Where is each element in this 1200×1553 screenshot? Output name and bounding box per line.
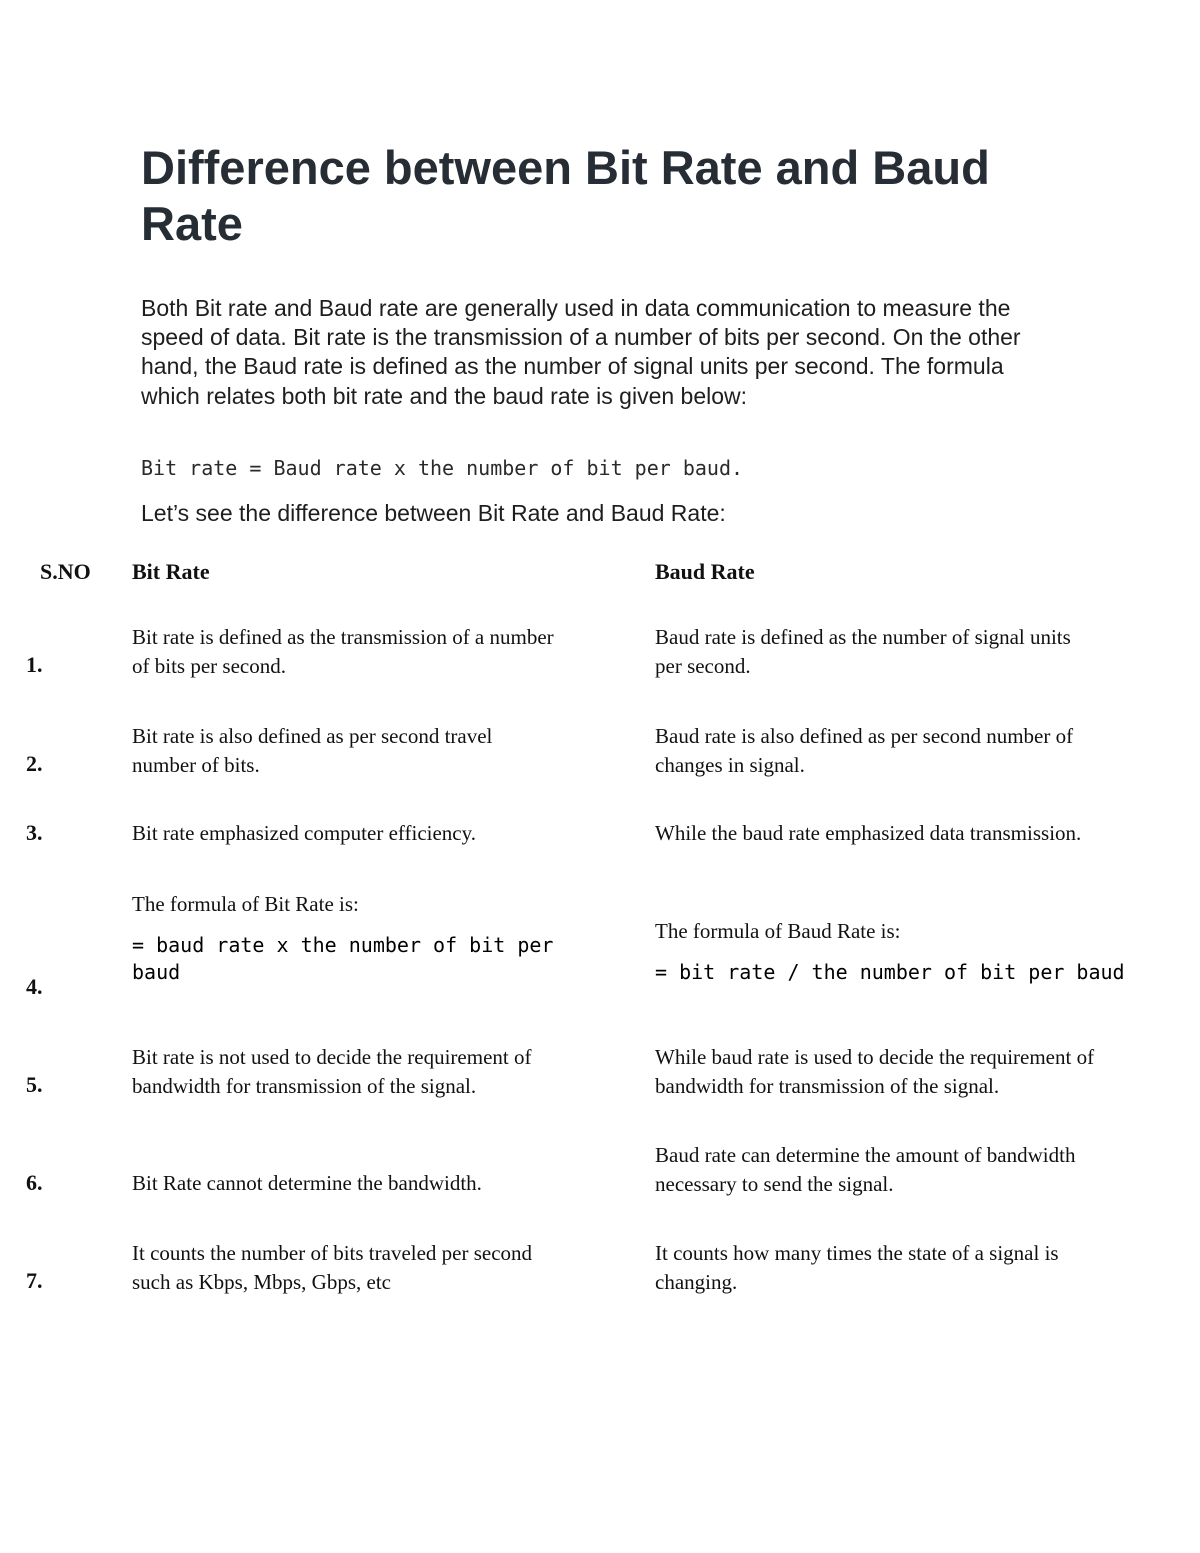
row-2-baud-line-2: changes in signal. [655,752,805,777]
row-6-baud-line-2: necessary to send the signal. [655,1171,894,1196]
row-6-bit-line-1: Bit Rate cannot determine the bandwidth. [132,1171,482,1195]
row-7-baud-line-2: changing. [655,1269,738,1294]
header-baud-rate: Baud Rate [655,559,755,584]
row-6-bit-rate [132,1169,482,1198]
formula-line: Bit rate = Baud rate x the number of bit per baud. [141,456,744,480]
row-1-baud-rate [655,623,1071,680]
row-7-bit-line-1: It counts the number of bits traveled per second [132,1241,533,1265]
row-1-bit-rate [132,623,554,680]
header-sno: S.NO [40,559,91,584]
row-5-bit-rate [132,1043,531,1100]
row-6-baud-line-1: Baud rate can determine the amount of bandwidth [655,1143,1076,1167]
row-4-baud-formula-label: The formula of Baud Rate is: [655,919,901,943]
row-6-sno: 6. [26,1170,43,1195]
row-4-sno: 4. [26,974,43,999]
row-4-bit-formula [132,932,553,986]
row-5-sno: 5. [26,1072,43,1097]
intro-paragraph: Both Bit rate and Baud rate are generally used in data communication to measure the speed of data. Bit rate is the transmission of a number of bits per second. On the other hand, the Baud rate is defined as the number of signal units per second. The formula which relates both bit rate and the baud rate is given below: [141,295,1021,409]
row-5-bit-line-2: bandwidth for transmission of the signal. [132,1073,477,1098]
row-6-baud-rate [655,1141,1075,1198]
row-4-bit-formula-line-2: baud [132,960,181,984]
row-4-bit-formula-line-1: = baud rate x the number of bit per [132,933,554,957]
row-1-baud-line-1: Baud rate is defined as the number of signal units [655,625,1071,649]
row-3-sno: 3. [26,820,43,845]
row-2-bit-line-1: Bit rate is also defined as per second travel [132,724,493,748]
row-2-baud-rate [655,722,1073,779]
header-bit-rate: Bit Rate [132,559,210,584]
row-4-baud-formula: = bit rate / the number of bit per baud [655,960,1125,984]
row-5-baud-line-2: bandwidth for transmission of the signal. [655,1073,1000,1098]
row-2-bit-rate [132,722,492,779]
row-1-baud-line-2: per second. [655,653,751,678]
row-5-baud-rate [655,1043,1094,1100]
row-1-sno: 1. [26,652,43,677]
lead-sentence: Let’s see the difference between Bit Rate and Baud Rate: [141,500,726,526]
row-3-baud-rate [655,819,1081,848]
row-5-bit-line-1: Bit rate is not used to decide the requirement of [132,1045,532,1069]
row-7-bit-line-2: such as Kbps, Mbps, Gbps, etc [132,1269,391,1294]
row-7-bit-rate [132,1239,532,1296]
row-4-bit-formula-label: The formula of Bit Rate is: [132,892,359,916]
row-1-bit-line-1: Bit rate is defined as the transmission of a number [132,625,554,649]
row-5-baud-line-1: While baud rate is used to decide the requirement of [655,1045,1095,1069]
row-7-sno: 7. [26,1268,43,1293]
row-3-bit-line-1: Bit rate emphasized computer efficiency. [132,821,477,845]
row-1-bit-line-2: of bits per second. [132,653,286,678]
row-3-bit-rate [132,819,476,848]
row-2-baud-line-1: Baud rate is also defined as per second number of [655,724,1074,748]
row-2-sno: 2. [26,751,43,776]
row-2-bit-line-2: number of bits. [132,752,260,777]
row-7-baud-rate [655,1239,1059,1296]
row-7-baud-line-1: It counts how many times the state of a signal is [655,1241,1059,1265]
page-title: Difference between Bit Rate and Baud Rate [141,141,990,250]
row-3-baud-line-1: While the baud rate emphasized data transmission. [655,821,1082,845]
